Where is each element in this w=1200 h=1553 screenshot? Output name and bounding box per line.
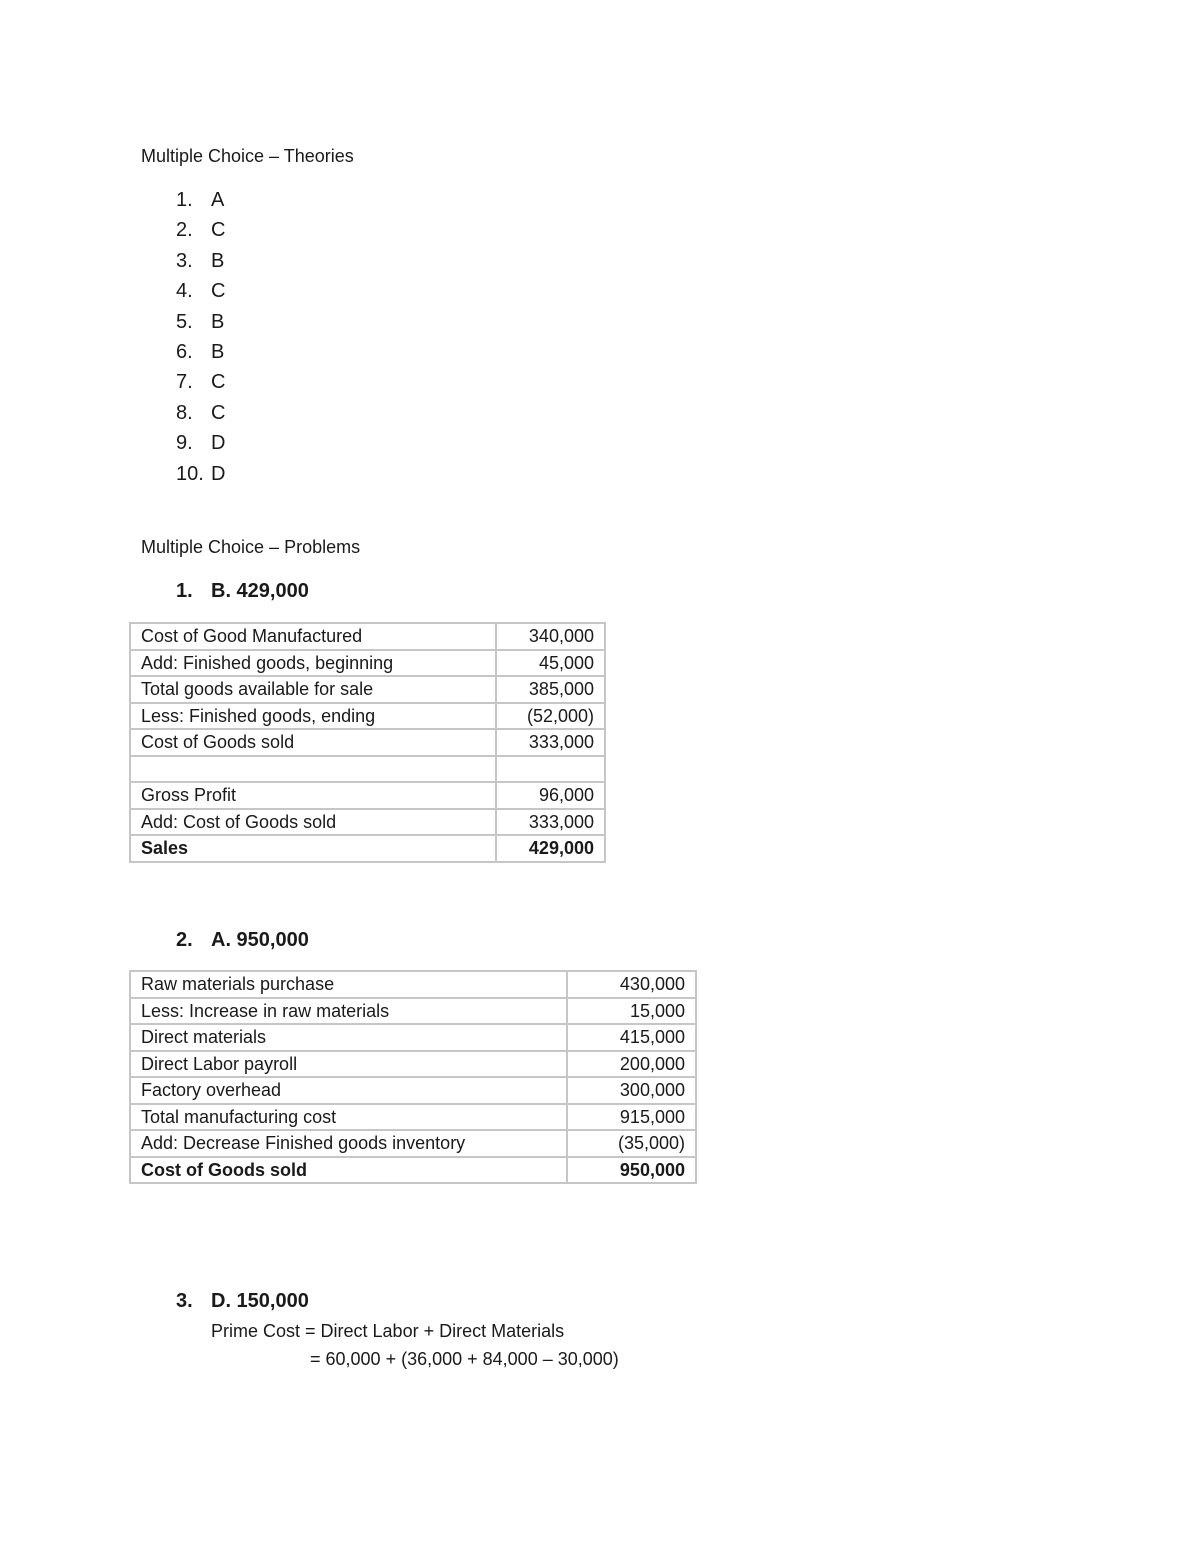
row-value: (35,000)	[567, 1130, 696, 1157]
row-label: Direct Labor payroll	[130, 1051, 567, 1078]
table-row	[130, 623, 605, 650]
row-label: Total manufacturing cost	[130, 1104, 567, 1131]
row-value	[496, 756, 605, 783]
table-row	[130, 729, 605, 756]
row-value: 429,000	[496, 835, 605, 862]
row-value: 300,000	[567, 1077, 696, 1104]
row-value: 430,000	[567, 971, 696, 998]
row-label: Add: Cost of Goods sold	[130, 809, 496, 836]
table-row	[130, 835, 605, 862]
row-value: 45,000	[496, 650, 605, 677]
row-label: Cost of Good Manufactured	[130, 623, 496, 650]
row-value: 333,000	[496, 809, 605, 836]
row-value: 915,000	[567, 1104, 696, 1131]
problem-2-table	[129, 970, 697, 1184]
table-row	[130, 809, 605, 836]
row-value: 950,000	[567, 1157, 696, 1184]
row-label: Gross Profit	[130, 782, 496, 809]
table-row	[130, 1157, 696, 1184]
row-label: Less: Increase in raw materials	[130, 998, 567, 1025]
row-label: Total goods available for sale	[130, 676, 496, 703]
row-label: Raw materials purchase	[130, 971, 567, 998]
table-row	[130, 1130, 696, 1157]
problem-1-table	[129, 622, 606, 863]
table-row	[130, 703, 605, 730]
table-row	[130, 1051, 696, 1078]
row-label: Sales	[130, 835, 496, 862]
row-label: Cost of Goods sold	[130, 729, 496, 756]
table-row	[130, 1104, 696, 1131]
row-label	[130, 756, 496, 783]
row-label: Less: Finished goods, ending	[130, 703, 496, 730]
table-row	[130, 650, 605, 677]
table-row	[130, 1024, 696, 1051]
prime-cost-formula: Prime Cost = Direct Labor + Direct Materials	[211, 1321, 565, 1341]
theories-heading: Multiple Choice – Theories	[141, 146, 354, 166]
row-value: 200,000	[567, 1051, 696, 1078]
row-value: 385,000	[496, 676, 605, 703]
table-row	[130, 971, 696, 998]
row-value: 96,000	[496, 782, 605, 809]
row-value: 415,000	[567, 1024, 696, 1051]
document-page: Multiple Choice – Theories 1. A 2. C 3. B 4. C 5. B 6. B 7. C 8. C 9. D 10. D Multiple Choice – Problems 1. B. 429,000 Cost of Good Manufactured 340,000 Add: Finished goods, beginning 45,000 Total goods available for sale 385,000 Less: Finished goods, ending (52,000) Cost of Goods sold 333,000 Gross Profit 96,000 Add: Cost of Goods sold 333,000 Sales 429,000 2. A. 950,000 Raw materials purchase 430,000 Less: Increase in raw materials 15,000 Direct materials 415,000 Direct Labor payroll 200,000 Factory overhead 300,000 Total manufacturing cost 915,000 Add: Decrease Finished goods inventory (35,000) Cost of Goods sold 950,000 3. D. 150,000 Prime Cost = Direct Labor + Direct Materials = 60,000 + (36,000 + 84,000 – 30,000)	[0, 0, 1200, 1553]
row-value: (52,000)	[496, 703, 605, 730]
row-value: 15,000	[567, 998, 696, 1025]
problems-heading: Multiple Choice – Problems	[141, 537, 361, 557]
row-value: 340,000	[496, 623, 605, 650]
table-row	[130, 756, 605, 783]
table-row	[130, 1077, 696, 1104]
row-label: Cost of Goods sold	[130, 1157, 567, 1184]
row-label: Direct materials	[130, 1024, 567, 1051]
table-row	[130, 782, 605, 809]
row-value: 333,000	[496, 729, 605, 756]
row-label: Add: Finished goods, beginning	[130, 650, 496, 677]
row-label: Add: Decrease Finished goods inventory	[130, 1130, 567, 1157]
row-label: Factory overhead	[130, 1077, 567, 1104]
prime-cost-computation: = 60,000 + (36,000 + 84,000 – 30,000)	[310, 1349, 619, 1369]
table-row	[130, 998, 696, 1025]
table-row	[130, 676, 605, 703]
